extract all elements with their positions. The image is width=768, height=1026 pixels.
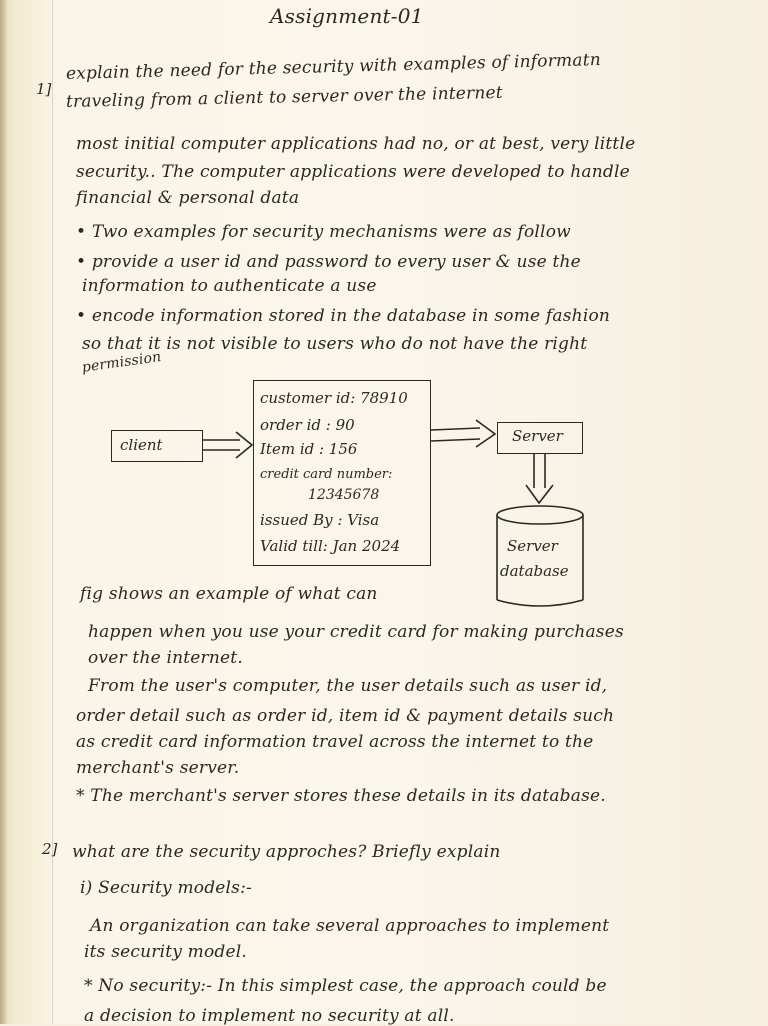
question-1-line-2: traveling from a client to server over the internet xyxy=(65,82,504,112)
page-title: Assignment-01 xyxy=(270,4,424,28)
arrow-details-to-server xyxy=(431,420,495,447)
bullet-line-3: information to authenticate a use xyxy=(82,276,377,296)
server-label: Server xyxy=(512,427,563,445)
paragraph-2-line-2: happen when you use your credit card for making purchases xyxy=(88,622,624,642)
question-2-sub-heading: i) Security models:- xyxy=(80,878,252,898)
question-1-line-1: explain the need for the security with examples of informatn xyxy=(65,49,602,84)
database-cylinder xyxy=(497,506,583,606)
arrow-client-to-details xyxy=(203,432,252,458)
detail-customer-id: customer id: 78910 xyxy=(260,389,408,407)
detail-valid-till: Valid till: Jan 2024 xyxy=(260,537,401,555)
bullet-line-2: • provide a user id and password to every user & use the xyxy=(76,252,581,272)
paragraph-2-line-8: * The merchant's server stores these details in its database. xyxy=(76,786,606,806)
bullet-line-4: • encode information stored in the database in some fashion xyxy=(76,306,611,326)
paragraph-2-line-1: fig shows an example of what can xyxy=(80,584,378,604)
detail-order-id: order id : 90 xyxy=(260,416,355,434)
paragraph-2-line-7: merchant's server. xyxy=(76,758,240,778)
detail-item-id: Item id : 156 xyxy=(260,440,358,458)
client-label: client xyxy=(120,436,163,454)
database-label-line-1: Server xyxy=(507,537,558,555)
database-label-line-2: database xyxy=(500,562,569,580)
question-2-line-3: * No security:- In this simplest case, the approach could be xyxy=(84,976,607,996)
paragraph-2-line-3: over the internet. xyxy=(88,648,243,668)
paragraph-1-line-3: financial & personal data xyxy=(76,188,300,208)
paragraph-2-line-5: order detail such as order id, item id & payment details such xyxy=(76,706,615,726)
question-2-text: what are the security approches? Briefly explain xyxy=(72,842,501,862)
bullet-line-5: so that it is not visible to users who do not have the right xyxy=(82,334,588,354)
question-1-number: 1] xyxy=(36,80,52,98)
bullet-line-6: permission xyxy=(80,348,163,376)
question-2-line-1: An organization can take several approaches to implement xyxy=(90,916,610,936)
arrow-server-to-database xyxy=(526,454,553,503)
bullet-line-1: • Two examples for security mechanisms were as follow xyxy=(76,222,571,242)
detail-credit-card-number: 12345678 xyxy=(308,487,380,503)
paragraph-1-line-1: most initial computer applications had no, or at best, very little xyxy=(76,134,636,154)
question-2-number: 2] xyxy=(42,840,58,858)
paragraph-1-line-2: security.. The computer applications were developed to handle xyxy=(76,162,630,182)
detail-issued-by: issued By : Visa xyxy=(260,511,380,529)
detail-credit-card-label: credit card number: xyxy=(260,467,393,482)
paragraph-2-line-4: From the user's computer, the user details such as user id, xyxy=(88,676,608,696)
paragraph-2-line-6: as credit card information travel across the internet to the xyxy=(76,732,594,752)
question-2-line-4: a decision to implement no security at all. xyxy=(84,1006,455,1026)
question-2-line-2: its security model. xyxy=(84,942,247,962)
